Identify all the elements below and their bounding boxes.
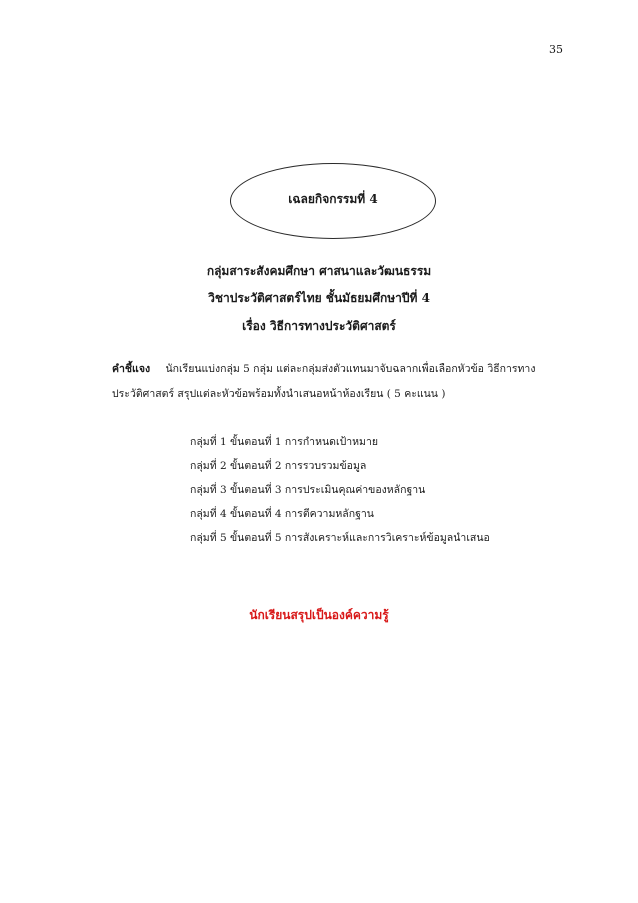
- subject-group-heading: กลุ่มสาระสังคมศึกษา ศาสนาและวัฒนธรรม: [206, 264, 432, 278]
- instruction-text-2: ประวัติศาสตร์ สรุปแต่ละหัวข้อพร้อมทั้งนำเสนอหน้าห้องเรียน ( 5 คะแนน ): [112, 388, 446, 400]
- activity-title: เฉลยกิจกรรมที่ 4: [288, 192, 378, 206]
- group-item-5: กลุ่มที่ 5 ขั้นตอนที่ 5 การสังเคราะห์และการวิเคราะห์ข้อมูลนำเสนอ: [190, 532, 490, 544]
- group-item-4: กลุ่มที่ 4 ขั้นตอนที่ 4 การตีความหลักฐาน: [190, 508, 374, 520]
- instruction-text-1: นักเรียนแบ่งกลุ่ม 5 กลุ่ม แต่ละกลุ่มส่งตัวแทนมาจับฉลากเพื่อเลือกหัวข้อ วิธีการทาง: [165, 363, 536, 375]
- instruction-line-1: [112, 360, 535, 377]
- course-heading: วิชาประวัติศาสตร์ไทย ชั้นมัธยมศึกษาปีที่ 4: [208, 291, 430, 305]
- group-list: [190, 430, 490, 550]
- group-item-3: กลุ่มที่ 3 ขั้นตอนที่ 3 การประเมินคุณค่าของหลักฐาน: [190, 484, 426, 496]
- topic-heading: เรื่อง วิธีการทางประวัติศาสตร์: [242, 319, 396, 333]
- instruction-label: คำชี้แจง: [112, 363, 151, 375]
- instruction-line-2: [112, 385, 445, 402]
- page-number: 35: [549, 43, 563, 56]
- group-item-2: กลุ่มที่ 2 ขั้นตอนที่ 2 การรวบรวมข้อมูล: [190, 460, 367, 472]
- group-item-1: กลุ่มที่ 1 ขั้นตอนที่ 1 การกำหนดเป้าหมาย: [190, 436, 379, 448]
- summary-note: นักเรียนสรุปเป็นองค์ความรู้: [249, 608, 389, 622]
